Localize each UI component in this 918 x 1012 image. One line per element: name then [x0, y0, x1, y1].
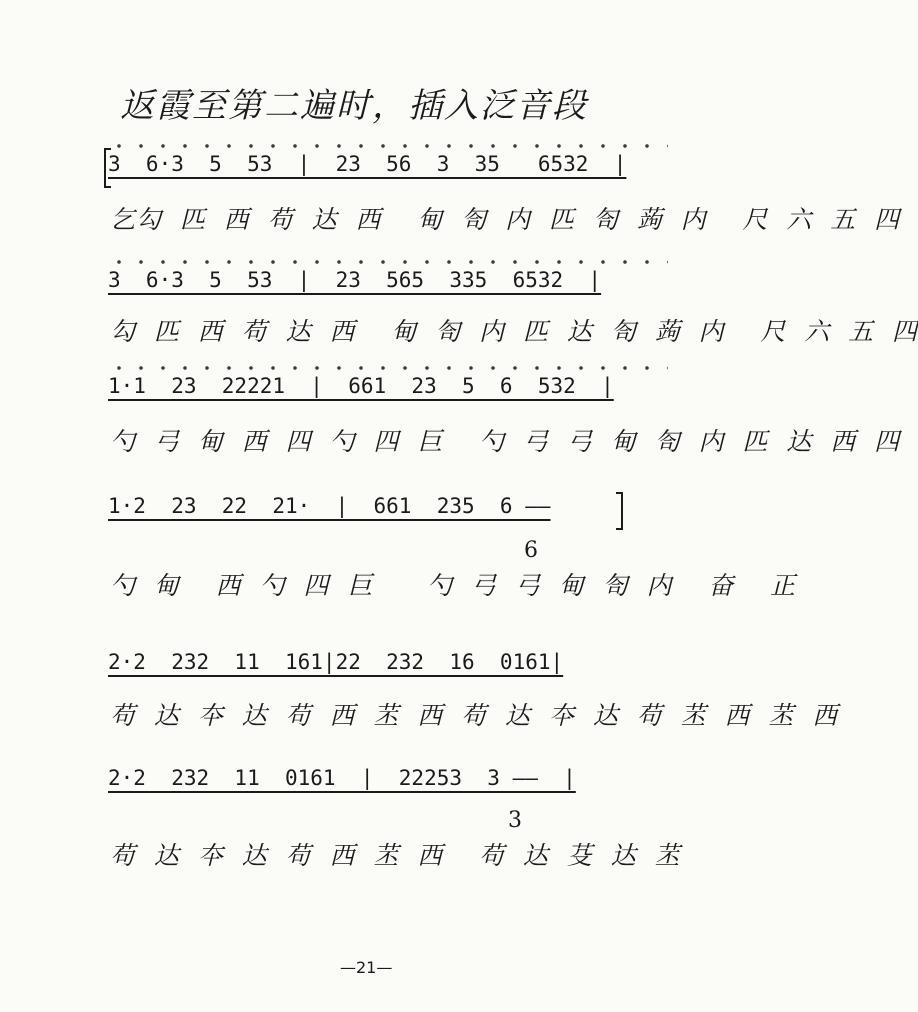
harmonic-marker: 6 — [524, 538, 538, 563]
octave-dots — [108, 142, 668, 150]
octave-dots — [108, 258, 668, 266]
tablature-line: 勺 甸 西 勺 四 巨 勺 弓 弓 甸 匌 内 奋 正 — [110, 571, 797, 600]
repeat-bracket-end — [616, 492, 623, 530]
harmonic-marker: 3 — [508, 808, 522, 833]
score-heading: 返霞至第二遍时，插入泛音段 — [120, 86, 588, 126]
octave-dots — [108, 364, 668, 372]
tablature-line: 勾 匹 西 苟 达 西 甸 匌 内 匹 达 匌 蒟 内 尺 六 五 四 — [110, 317, 918, 346]
notation-line: 2·2 232 11 161|22 232 16 0161| — [108, 650, 564, 674]
tablature-line: 勺 弓 甸 西 四 勺 四 巨 勺 弓 弓 甸 匌 内 匹 达 西 四 — [110, 427, 901, 456]
notation-line: 2·2 232 11 0161 | 22253 3 —— | — [108, 766, 576, 790]
notation-line: 1·1 23 22221 | 661 23 5 6 532 | — [108, 374, 614, 398]
notation-line: 3 6·3 5 53 | 23 565 335 6532 | — [108, 268, 602, 292]
notation-line: 1·2 23 22 21· | 661 235 6 —— — [108, 494, 551, 518]
tablature-line: 苟 达 夲 达 苟 西 苤 西 苟 达 夲 达 苟 苤 西 苤 西 — [110, 701, 839, 730]
notation-line: 3 6·3 5 53 | 23 56 3 35 6532 | — [108, 152, 627, 176]
tablature-line: 乞勾 匹 西 苟 达 西 甸 匌 内 匹 匌 蒟 内 尺 六 五 四 — [110, 205, 901, 234]
page-number: —21— — [340, 958, 393, 977]
tablature-line: 苟 达 夲 达 苟 西 苤 西 苟 达 芟 达 苤 — [110, 841, 681, 870]
